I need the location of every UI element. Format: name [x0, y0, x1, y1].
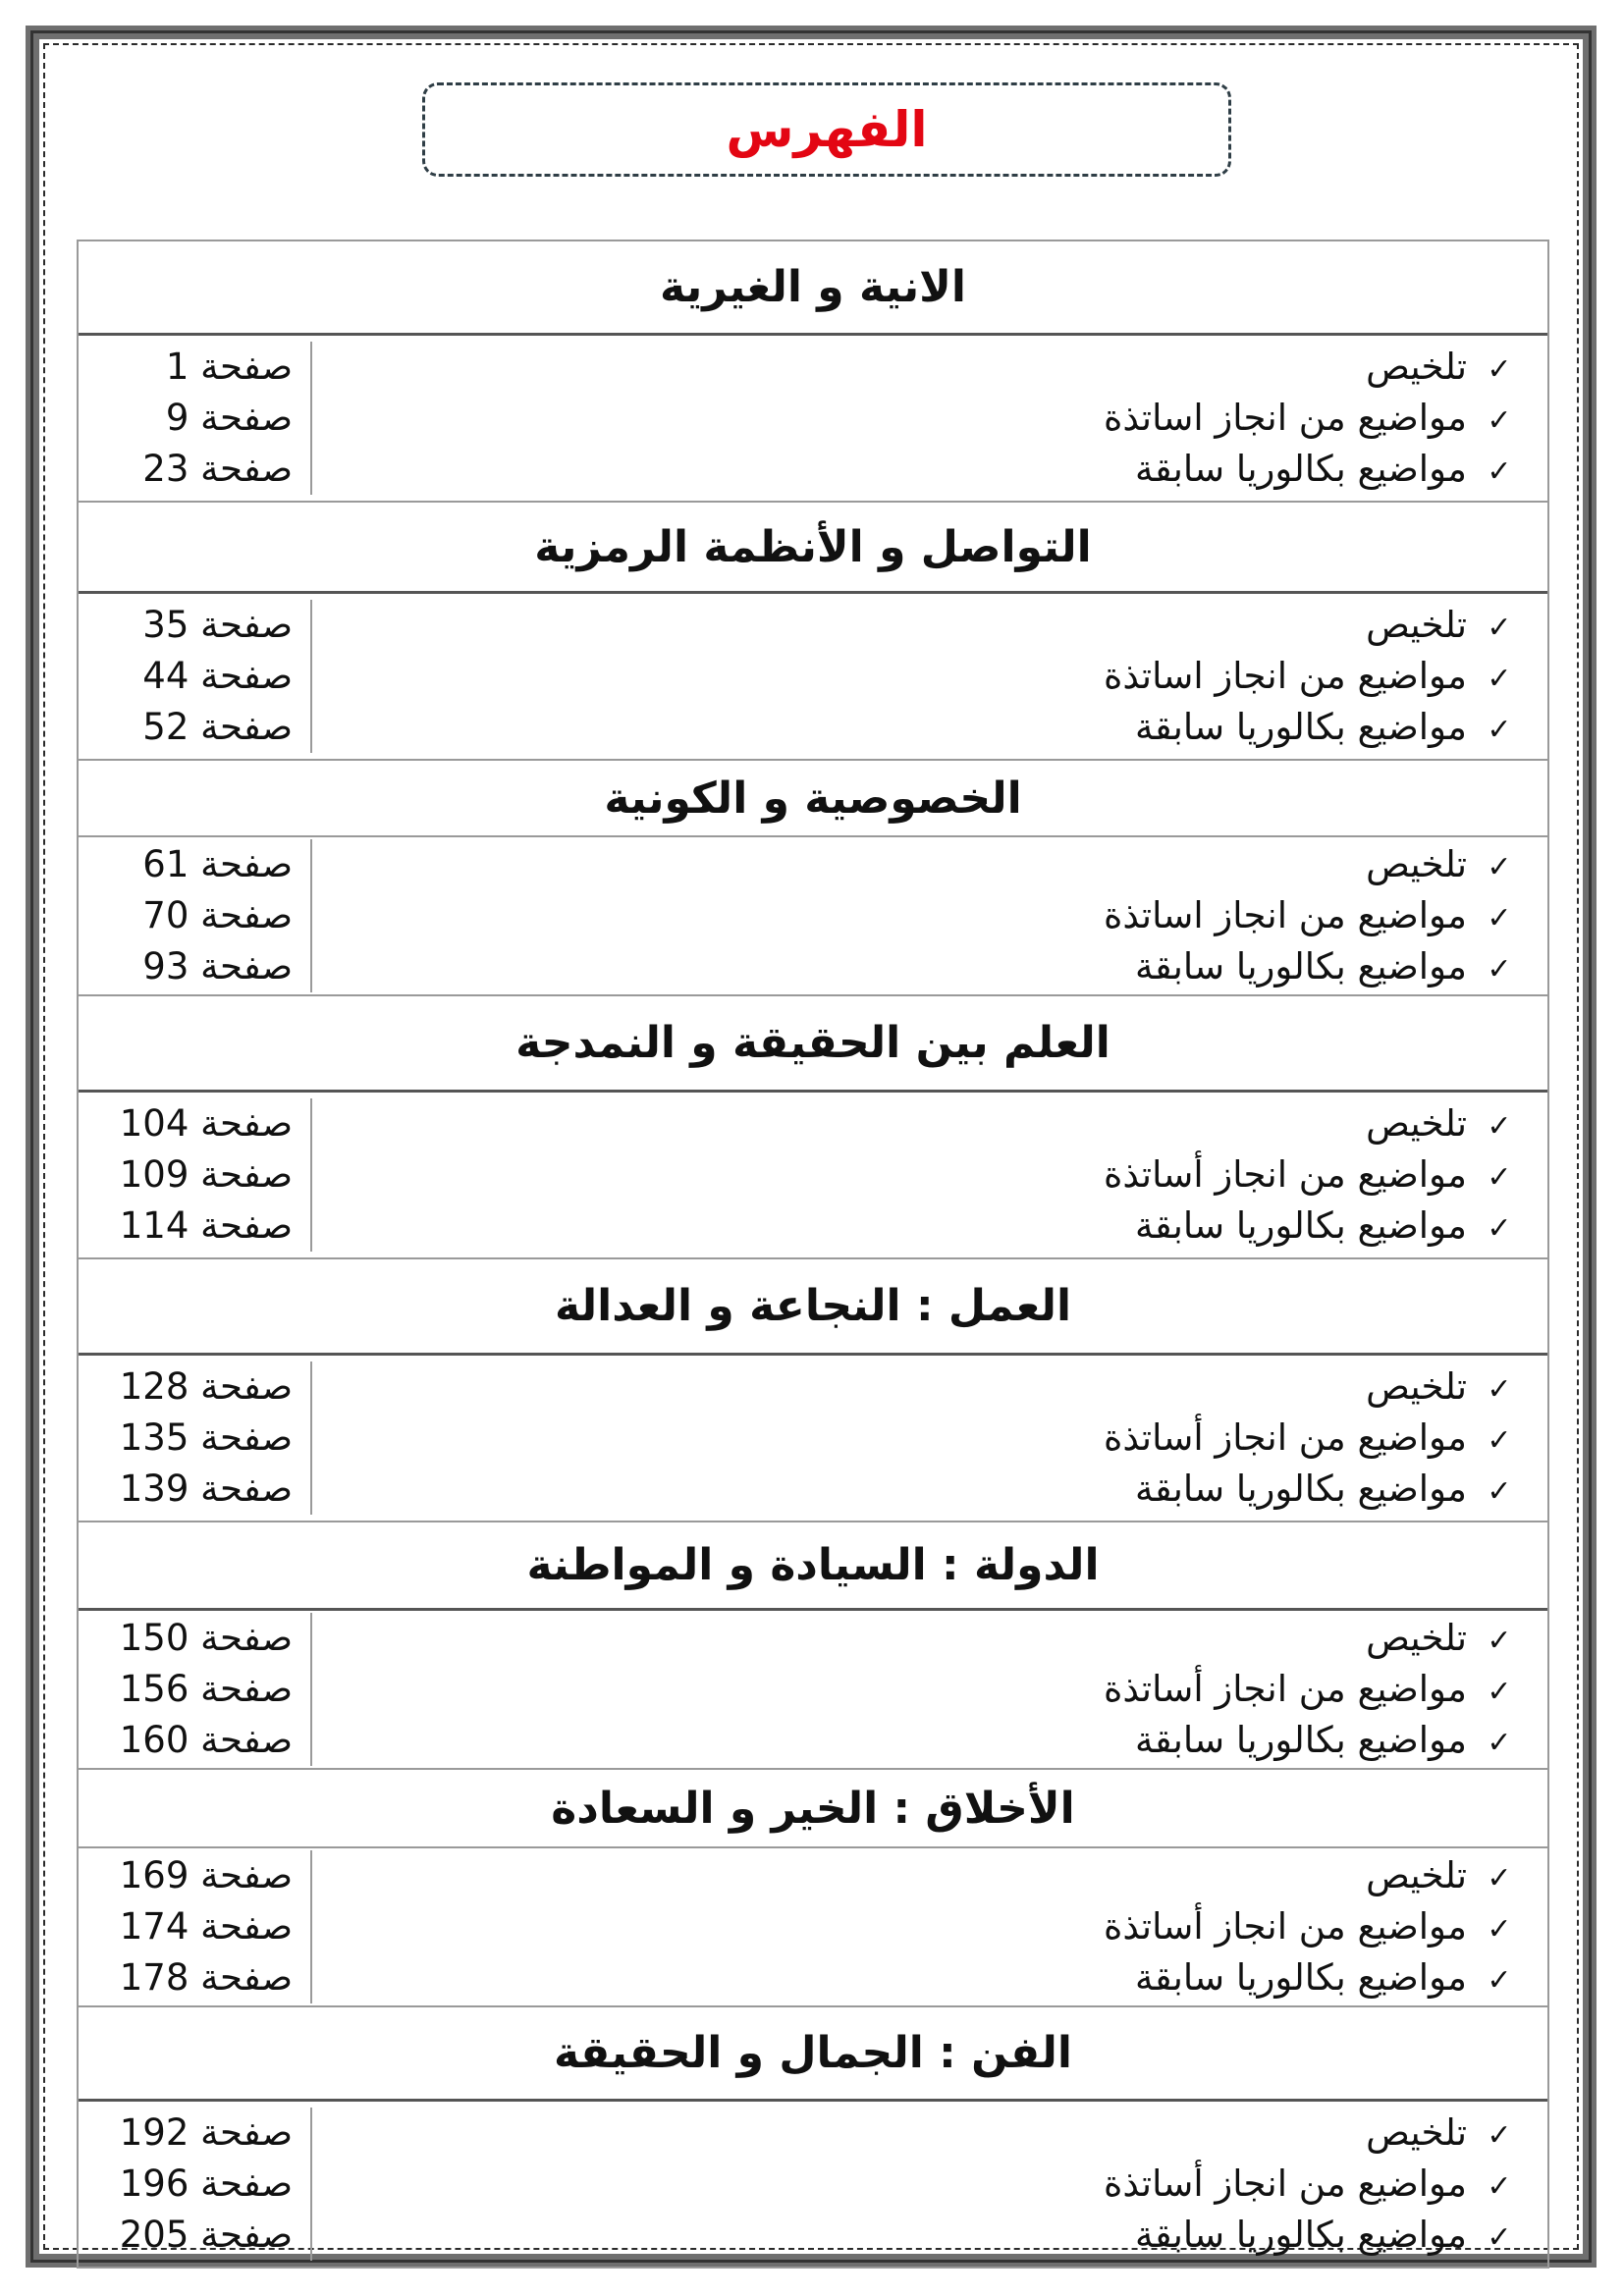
item-label: مواضيع بكالوريا سابقة [1135, 1719, 1467, 1761]
list-item [312, 2159, 1518, 2210]
check-icon: ✓ [1487, 952, 1512, 987]
pages-column [79, 1362, 312, 1515]
item-label: مواضيع من انجاز أساتذة [1103, 1153, 1467, 1196]
list-item [312, 393, 1518, 444]
check-icon: ✓ [1487, 1912, 1512, 1947]
item-label: تلخيص [1366, 1617, 1467, 1659]
list-item [312, 1664, 1518, 1715]
list-item [312, 839, 1518, 890]
check-icon: ✓ [1487, 1624, 1512, 1658]
check-icon: ✓ [1487, 901, 1512, 935]
item-label: مواضيع بكالوريا سابقة [1135, 945, 1467, 988]
item-label: مواضيع من انجاز اساتذة [1103, 397, 1467, 439]
item-label: تلخيص [1366, 1854, 1467, 1896]
page-number: صفحة 93 [142, 945, 293, 988]
items-column [312, 1362, 1547, 1515]
title-box [422, 82, 1231, 177]
page-number: صفحة 44 [142, 655, 293, 697]
list-item [312, 1201, 1518, 1252]
page-number: صفحة 196 [119, 2163, 293, 2205]
items-column [312, 839, 1547, 992]
check-icon: ✓ [1487, 713, 1512, 747]
item-label: تلخيص [1366, 1102, 1467, 1145]
section-heading: التواصل و الأنظمة الرمزية [79, 503, 1547, 594]
pages-column [79, 1850, 312, 2003]
pages-column [79, 600, 312, 753]
list-item [312, 941, 1518, 992]
list-item [312, 2108, 1518, 2159]
list-item [312, 1362, 1518, 1413]
page-number: صفحة 139 [119, 1468, 293, 1510]
pages-column [79, 1098, 312, 1252]
section-body [79, 2102, 1547, 2267]
section-heading: الدولة : السيادة و المواطنة [79, 1522, 1547, 1611]
list-item [312, 342, 1518, 393]
check-icon: ✓ [1487, 1474, 1512, 1509]
item-label: مواضيع من انجاز أساتذة [1103, 1905, 1467, 1948]
list-item [312, 1464, 1518, 1515]
item-label: تلخيص [1366, 346, 1467, 388]
page-number: صفحة 1 [165, 346, 293, 388]
section-body [79, 1356, 1547, 1522]
section-body [79, 336, 1547, 503]
list-item [312, 702, 1518, 753]
section-heading: الأخلاق : الخير و السعادة [79, 1770, 1547, 1848]
page-number: صفحة 61 [142, 843, 293, 885]
page-number: صفحة 128 [119, 1365, 293, 1408]
page-number: صفحة 52 [142, 706, 293, 748]
item-label: مواضيع بكالوريا سابقة [1135, 706, 1467, 748]
item-label: تلخيص [1366, 2111, 1467, 2154]
page-number: صفحة 114 [119, 1204, 293, 1247]
item-label: مواضيع من انجاز أساتذة [1103, 1668, 1467, 1710]
list-item [312, 444, 1518, 495]
page-number: صفحة 150 [119, 1617, 293, 1659]
check-icon: ✓ [1487, 1726, 1512, 1760]
section-body [79, 1848, 1547, 2007]
check-icon: ✓ [1487, 2118, 1512, 2153]
section-body [79, 1611, 1547, 1770]
page-number: صفحة 70 [142, 894, 293, 936]
list-item [312, 1901, 1518, 1952]
list-item [312, 600, 1518, 651]
item-label: مواضيع بكالوريا سابقة [1135, 2214, 1467, 2256]
check-icon: ✓ [1487, 850, 1512, 884]
page-number: صفحة 169 [119, 1854, 293, 1896]
list-item [312, 1149, 1518, 1201]
check-icon: ✓ [1487, 1675, 1512, 1709]
item-label: مواضيع من انجاز اساتذة [1103, 894, 1467, 936]
pages-column [79, 342, 312, 495]
pages-column [79, 1613, 312, 1766]
list-item [312, 2210, 1518, 2261]
items-column [312, 2108, 1547, 2261]
check-icon: ✓ [1487, 1423, 1512, 1458]
section-heading: العلم بين الحقيقة و النمدجة [79, 996, 1547, 1093]
section-heading: الفن : الجمال و الحقيقة [79, 2007, 1547, 2102]
list-item [312, 651, 1518, 702]
section-body [79, 837, 1547, 996]
page-title: الفهرس [726, 101, 928, 158]
items-column [312, 1098, 1547, 1252]
page-number: صفحة 192 [119, 2111, 293, 2154]
check-icon: ✓ [1487, 1211, 1512, 1246]
section-heading: العمل : النجاعة و العدالة [79, 1259, 1547, 1356]
page-number: صفحة 35 [142, 604, 293, 646]
list-item [312, 1850, 1518, 1901]
section-heading: الانية و الغيرية [79, 241, 1547, 336]
item-label: مواضيع بكالوريا سابقة [1135, 1204, 1467, 1247]
section-heading: الخصوصية و الكونية [79, 761, 1547, 837]
check-icon: ✓ [1487, 1160, 1512, 1195]
item-label: تلخيص [1366, 843, 1467, 885]
check-icon: ✓ [1487, 1963, 1512, 1998]
page-number: صفحة 174 [119, 1905, 293, 1948]
pages-column [79, 2108, 312, 2261]
page-number: صفحة 178 [119, 1956, 293, 1999]
page-number: صفحة 156 [119, 1668, 293, 1710]
page-number: صفحة 104 [119, 1102, 293, 1145]
list-item [312, 1413, 1518, 1464]
page-number: صفحة 109 [119, 1153, 293, 1196]
section-body [79, 594, 1547, 761]
page-number: صفحة 135 [119, 1416, 293, 1459]
item-label: مواضيع بكالوريا سابقة [1135, 1468, 1467, 1510]
check-icon: ✓ [1487, 1861, 1512, 1896]
item-label: مواضيع بكالوريا سابقة [1135, 448, 1467, 490]
item-label: تلخيص [1366, 1365, 1467, 1408]
check-icon: ✓ [1487, 454, 1512, 489]
item-label: تلخيص [1366, 604, 1467, 646]
page-number: صفحة 9 [165, 397, 293, 439]
list-item [312, 1613, 1518, 1664]
list-item [312, 890, 1518, 941]
table-of-contents [77, 240, 1549, 2269]
items-column [312, 600, 1547, 753]
check-icon: ✓ [1487, 2220, 1512, 2255]
check-icon: ✓ [1487, 1109, 1512, 1144]
list-item [312, 1098, 1518, 1149]
list-item [312, 1715, 1518, 1766]
page-number: صفحة 160 [119, 1719, 293, 1761]
pages-column [79, 839, 312, 992]
item-label: مواضيع من انجاز اساتذة [1103, 655, 1467, 697]
check-icon: ✓ [1487, 662, 1512, 696]
check-icon: ✓ [1487, 352, 1512, 387]
check-icon: ✓ [1487, 403, 1512, 438]
page-number: صفحة 23 [142, 448, 293, 490]
item-label: مواضيع بكالوريا سابقة [1135, 1956, 1467, 1999]
items-column [312, 342, 1547, 495]
item-label: مواضيع من انجاز أساتذة [1103, 1416, 1467, 1459]
page-number: صفحة 205 [119, 2214, 293, 2256]
items-column [312, 1850, 1547, 2003]
item-label: مواضيع من انجاز أساتذة [1103, 2163, 1467, 2205]
section-body [79, 1093, 1547, 1259]
list-item [312, 1952, 1518, 2003]
check-icon: ✓ [1487, 1372, 1512, 1407]
items-column [312, 1613, 1547, 1766]
check-icon: ✓ [1487, 2169, 1512, 2204]
check-icon: ✓ [1487, 611, 1512, 645]
